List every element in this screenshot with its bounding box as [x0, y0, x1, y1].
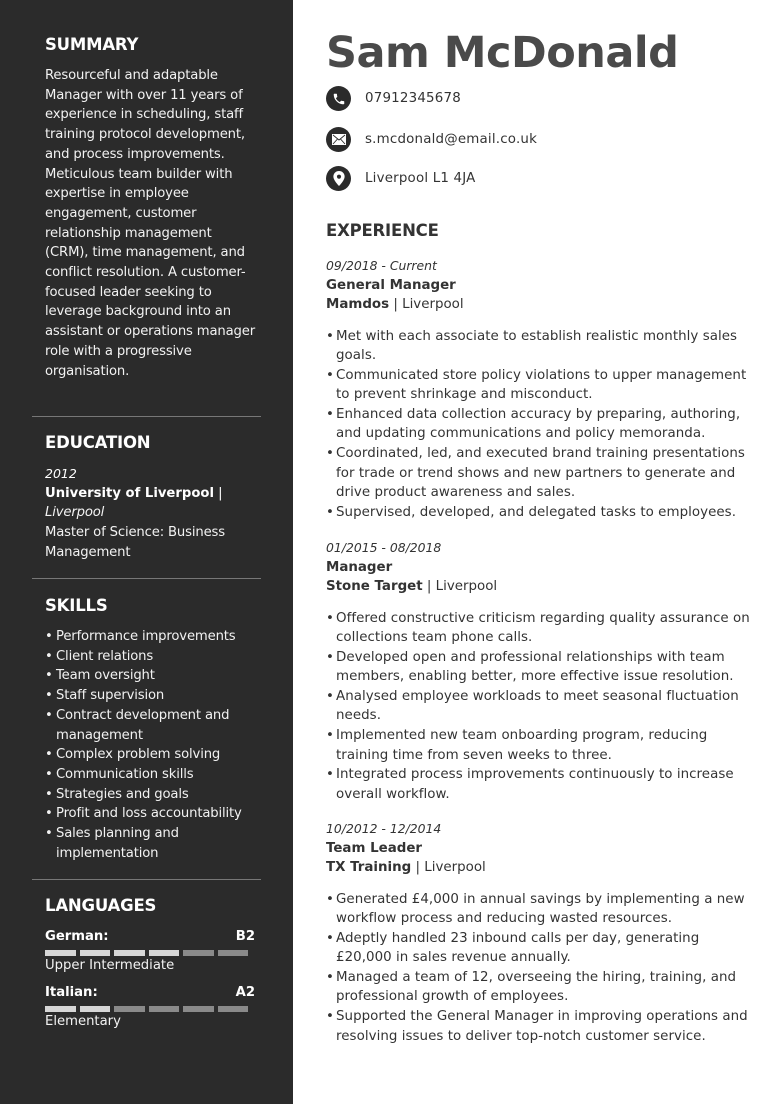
job-separator: | — [389, 297, 403, 312]
job-dates: 10/2012 - 12/2014 — [326, 821, 442, 836]
experience-heading: EXPERIENCE — [326, 221, 439, 240]
languages-section — [45, 896, 255, 1039]
job-bullet: • Coordinated, led, and executed brand training presentations for trade or trend shows and new partners to generate and drive product awareness and sales. — [326, 444, 756, 503]
skills-heading: SKILLS — [45, 596, 108, 615]
job-dates: 09/2018 - Current — [326, 258, 437, 273]
level-segment-empty — [218, 950, 249, 956]
skill-item: • Performance improvements — [45, 627, 255, 647]
phone-icon — [326, 86, 351, 111]
language-item — [45, 927, 255, 975]
contact-email — [326, 127, 537, 152]
skill-item: • Contract development and management — [45, 706, 255, 745]
education-degree: Master of Science: Business Management — [45, 525, 225, 560]
skill-item: • Client relations — [45, 647, 255, 667]
email-text: s.mcdonald@email.co.uk — [365, 132, 538, 147]
job-title: Team Leader — [326, 840, 423, 856]
skills-section — [45, 596, 255, 863]
level-segment-empty — [218, 1006, 249, 1012]
education-year: 2012 — [45, 466, 77, 481]
skill-item: • Staff supervision — [45, 686, 255, 706]
language-level: Elementary — [45, 1014, 121, 1029]
sidebar-divider — [32, 416, 261, 417]
sidebar — [0, 0, 293, 1104]
job-dates: 01/2015 - 08/2018 — [326, 540, 442, 555]
languages-heading: LANGUAGES — [45, 896, 157, 915]
contact-phone — [326, 86, 461, 111]
skill-item: • Sales planning and implementation — [45, 824, 255, 863]
candidate-name: Sam McDonald — [326, 28, 679, 78]
job-bullet: • Adeptly handled 23 inbound calls per day, generating £20,000 in sales revenue annually. — [326, 929, 756, 968]
contact-location — [326, 166, 476, 191]
summary-heading: SUMMARY — [45, 35, 139, 54]
skill-item: • Complex problem solving — [45, 745, 255, 765]
summary-text: Resourceful and adaptable Manager with over 11 years of experience in scheduling, staff training protocol development, and process improvements. Meticulous team builder with expertise in employee engagement, customer relationship management (CRM), time management, and conflict resolution. A customer-focused leader seeking to leverage background into an assistant or operations manager role with a progressive organisation. — [45, 68, 256, 379]
language-level-bar — [45, 1006, 255, 1012]
job-location: Liverpool — [402, 297, 464, 312]
level-segment-filled — [114, 950, 145, 956]
level-segment-empty — [114, 1006, 145, 1012]
level-segment-filled — [80, 1006, 111, 1012]
language-code: A2 — [235, 985, 255, 1000]
job-bullets — [326, 609, 756, 805]
sidebar-divider — [32, 879, 261, 880]
job-company: Mamdos — [326, 297, 390, 312]
job-location: Liverpool — [424, 860, 486, 875]
skill-item: • Strategies and goals — [45, 785, 255, 805]
job-company-line — [326, 577, 756, 597]
education-school-line — [45, 484, 255, 504]
summary-section — [45, 35, 255, 381]
job-bullet: • Supported the General Manager in improving operations and resolving issues to deliver top-notch customer service. — [326, 1007, 756, 1046]
level-segment-filled — [45, 1006, 76, 1012]
job-bullets — [326, 327, 756, 523]
job-entry — [326, 256, 756, 522]
job-bullet: • Enhanced data collection accuracy by preparing, authoring, and updating communications and policy memoranda. — [326, 405, 756, 444]
level-segment-empty — [149, 1006, 180, 1012]
job-bullet: • Integrated process improvements continuously to increase overall workflow. — [326, 765, 756, 804]
level-segment-empty — [183, 950, 214, 956]
skills-list — [45, 627, 255, 863]
skill-item: • Team oversight — [45, 666, 255, 686]
job-company-line — [326, 295, 756, 315]
job-bullet: • Developed open and professional relationships with team members, enabling better, more effective issue resolution. — [326, 648, 756, 687]
language-name: Italian: — [45, 985, 98, 1000]
email-icon — [326, 127, 351, 152]
skill-item: • Profit and loss accountability — [45, 804, 255, 824]
job-entry — [326, 819, 756, 1046]
language-level: Upper Intermediate — [45, 958, 175, 973]
job-title: General Manager — [326, 277, 456, 293]
education-section — [45, 433, 255, 563]
job-bullet: • Supervised, developed, and delegated tasks to employees. — [326, 503, 756, 523]
job-title: Manager — [326, 559, 393, 575]
location-text: Liverpool L1 4JA — [365, 171, 476, 186]
location-pin-icon — [326, 166, 351, 191]
job-location: Liverpool — [435, 579, 498, 594]
language-item — [45, 983, 255, 1031]
phone-text: 07912345678 — [365, 91, 461, 106]
education-school: University of Liverpool — [45, 485, 214, 501]
job-bullet: • Communicated store policy violations to upper management to prevent shrinkage and misconduct. — [326, 366, 756, 405]
job-entry — [326, 538, 756, 804]
job-bullet: • Managed a team of 12, overseeing the hiring, training, and professional growth of employees. — [326, 968, 756, 1007]
level-segment-empty — [183, 1006, 214, 1012]
level-segment-filled — [149, 950, 180, 956]
skill-item: • Communication skills — [45, 765, 255, 785]
job-bullet: • Implemented new team onboarding program, reducing training time from seven weeks to three. — [326, 726, 756, 765]
level-segment-filled — [80, 950, 111, 956]
language-level-bar — [45, 950, 255, 956]
job-bullets — [326, 890, 756, 1047]
job-company: Stone Target — [326, 579, 423, 594]
level-segment-filled — [45, 950, 76, 956]
sidebar-divider — [32, 578, 261, 579]
education-heading: EDUCATION — [45, 433, 151, 452]
job-company: TX Training — [326, 860, 412, 875]
language-name: German: — [45, 929, 109, 944]
job-bullet: • Analysed employee workloads to meet seasonal fluctuation needs. — [326, 687, 756, 726]
job-bullet: • Offered constructive criticism regarding quality assurance on collections team phone calls. — [326, 609, 756, 648]
job-bullet: • Generated £4,000 in annual savings by implementing a new workflow process and reducing wasted resources. — [326, 890, 756, 929]
job-separator: | — [422, 579, 436, 594]
job-separator: | — [411, 860, 425, 875]
job-bullet: • Met with each associate to establish realistic monthly sales goals. — [326, 327, 756, 366]
job-company-line — [326, 858, 756, 878]
education-separator: | — [213, 485, 223, 501]
language-code: B2 — [235, 929, 255, 944]
education-location: Liverpool — [45, 505, 105, 521]
